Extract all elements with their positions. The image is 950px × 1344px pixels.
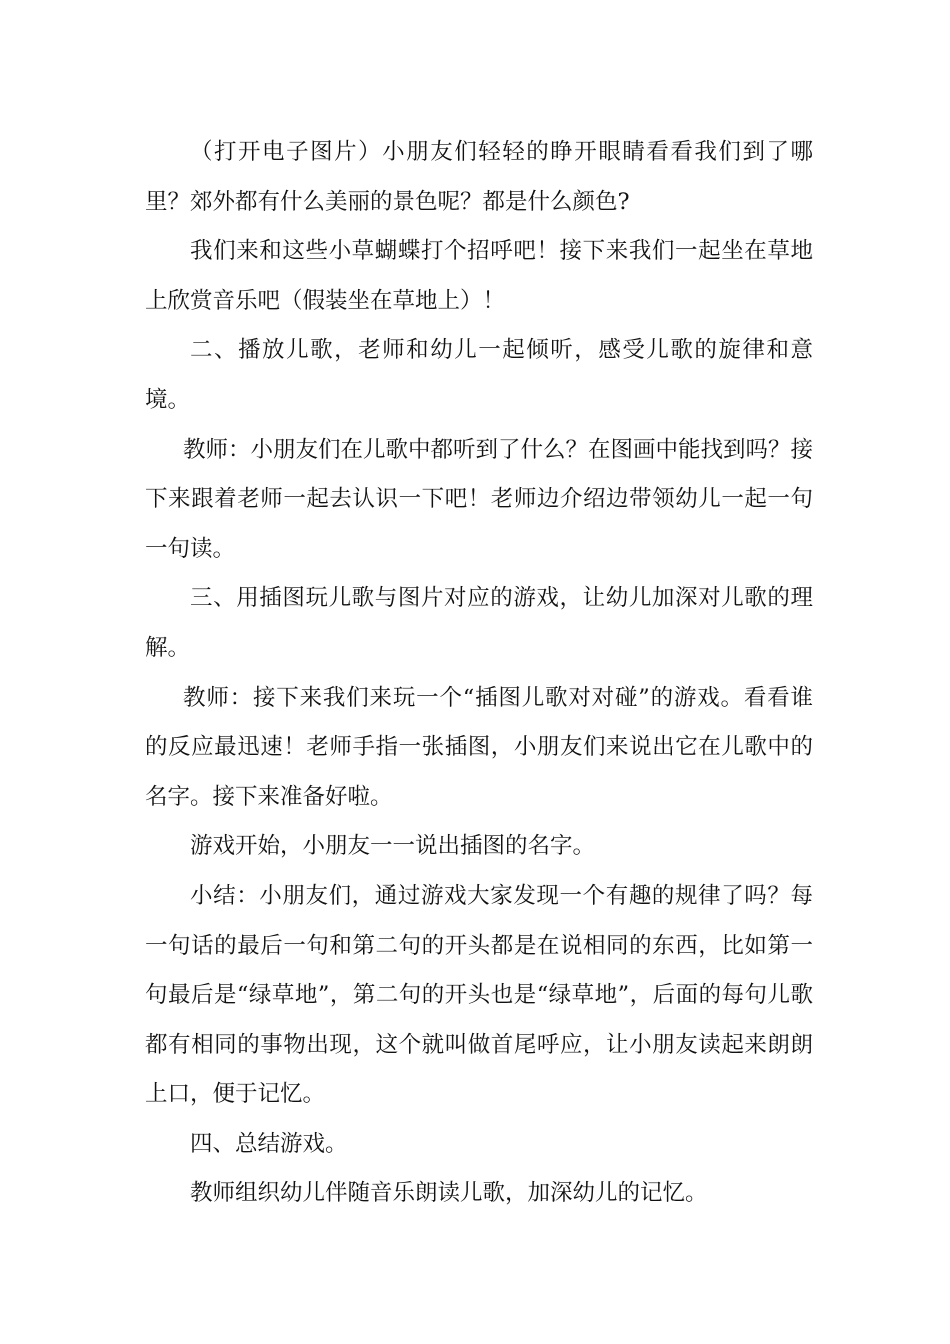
paragraph-step-two: 二、播放儿歌，老师和幼儿一起倾听，感受儿歌的旋律和意境。: [145, 337, 813, 413]
paragraph-closing: 教师组织幼儿伴随音乐朗读儿歌，加深幼儿的记忆。: [190, 1180, 708, 1207]
paragraph-game-start: 游戏开始，小朋友一一说出插图的名字。: [190, 833, 596, 860]
paragraph-teacher-game: 教师：接下来我们来玩一个“插图儿歌对对碰”的游戏。看看谁的反应最迅速！老师手指一张插图，小朋友们来说出它在儿歌中的名字。接下来准备好啦。: [145, 684, 813, 810]
paragraph-intro-picture: （打开电子图片）小朋友们轻轻的睁开眼睛看看我们到了哪里？郊外都有什么美丽的景色呢？都是什么颜色?: [145, 139, 813, 215]
paragraph-summary: 小结：小朋友们，通过游戏大家发现一个有趣的规律了吗？每一句话的最后一句和第二句的开头都是在说相同的东西，比如第一句最后是“绿草地”，第二句的开头也是“绿草地”，后面的每句儿歌都有相同的事物出现，这个就叫做首尾呼应，让小朋友读起来朗朗上口，便于记忆。: [145, 882, 813, 1108]
paragraph-step-three: 三、用插图玩儿歌与图片对应的游戏，让幼儿加深对儿歌的理解。: [145, 585, 813, 661]
paragraph-step-four: 四、总结游戏。: [190, 1130, 348, 1157]
paragraph-teacher-listen: 教师：小朋友们在儿歌中都听到了什么？在图画中能找到吗？接下来跟着老师一起去认识一下吧！老师边介绍边带领幼儿一起一句一句读。: [145, 436, 814, 562]
paragraph-greeting: 我们来和这些小草蝴蝶打个招呼吧！接下来我们一起坐在草地上欣赏音乐吧（假装坐在草地上）！: [145, 238, 813, 314]
document-body: [145, 128, 813, 1219]
